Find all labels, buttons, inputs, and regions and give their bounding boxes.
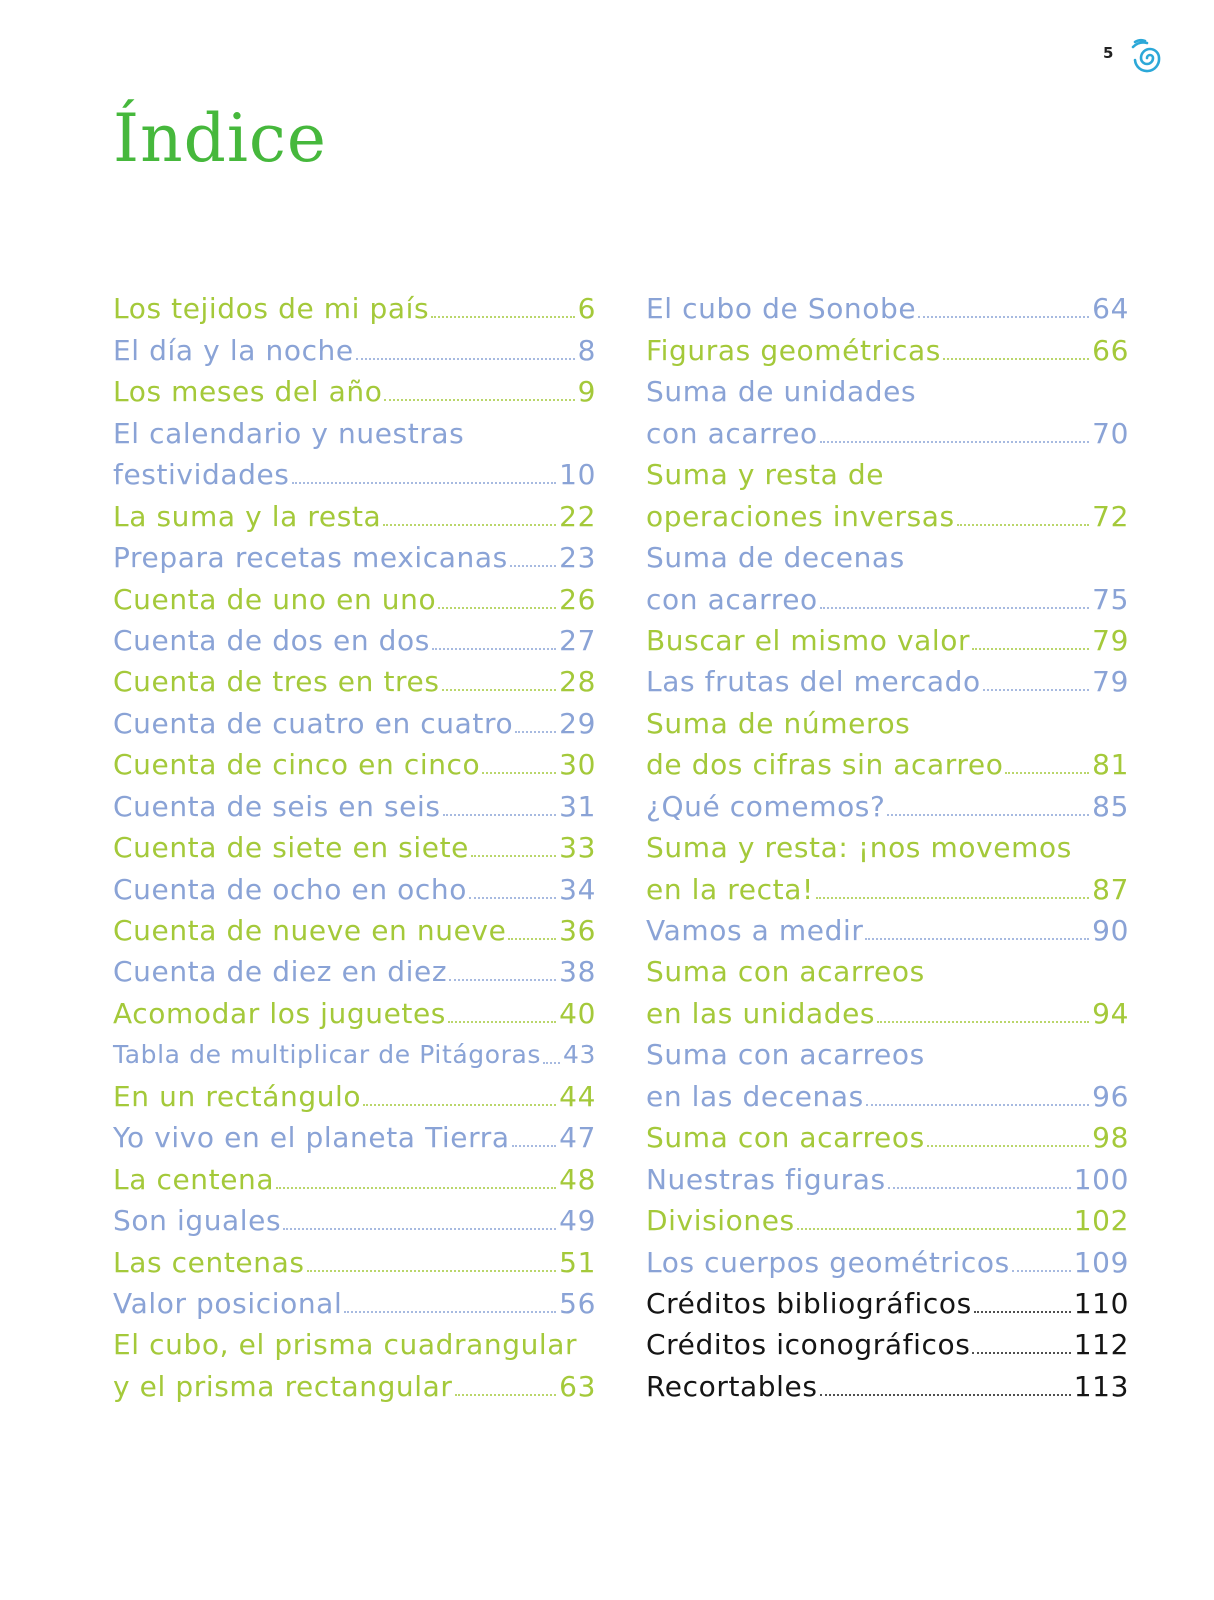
toc-entry-title: ¿Qué comemos? <box>646 789 886 823</box>
toc-entry-title: Cuenta de cinco en cinco <box>113 748 481 782</box>
toc-entry-title: Cuenta de siete en siete <box>113 831 469 865</box>
toc-entry-title: con acarreo <box>646 582 818 616</box>
toc-entry[interactable] <box>113 1362 596 1403</box>
toc-entry-page: 109 <box>1073 1245 1129 1279</box>
toc-entry[interactable] <box>113 368 596 409</box>
toc-entry-page: 72 <box>1092 499 1129 533</box>
toc-entry[interactable] <box>113 699 596 740</box>
toc-entry-title: Los meses del año <box>113 375 383 409</box>
dot-leader <box>432 648 556 650</box>
toc-entry[interactable] <box>646 699 1129 740</box>
dot-leader <box>918 316 1089 318</box>
toc-entry[interactable] <box>646 1114 1129 1155</box>
dot-leader <box>974 1311 1071 1313</box>
dot-leader <box>512 1145 557 1147</box>
toc-entry-title: Cuenta de cuatro en cuatro <box>113 706 514 740</box>
dot-leader <box>292 482 557 484</box>
toc-entry[interactable] <box>113 285 596 326</box>
toc-entry-title: La suma y la resta <box>113 499 382 533</box>
dot-leader <box>927 1145 1089 1147</box>
toc-entry[interactable] <box>113 326 596 367</box>
toc-entry[interactable] <box>646 1031 1129 1072</box>
toc-entry-page: 23 <box>559 541 596 575</box>
dot-leader <box>363 1104 556 1106</box>
toc-entry-page: 112 <box>1073 1328 1129 1362</box>
dot-leader <box>820 1394 1071 1396</box>
toc-entry[interactable] <box>646 989 1129 1030</box>
toc-entry-page: 8 <box>577 333 596 367</box>
dot-leader <box>943 358 1089 360</box>
toc-entry-title: Cuenta de dos en dos <box>113 623 430 657</box>
spiral-logo-icon <box>1130 38 1170 76</box>
toc-entry[interactable] <box>113 1072 596 1113</box>
page-number: 5 <box>1103 44 1114 62</box>
toc-entry-page: 26 <box>559 582 596 616</box>
toc-entry-title: Suma de números <box>646 706 911 740</box>
toc-entry-title: festividades <box>113 458 290 492</box>
toc-entry-page: 64 <box>1092 292 1129 326</box>
toc-entry-title: Figuras geométricas <box>646 333 941 367</box>
dot-leader <box>957 524 1089 526</box>
dot-leader <box>515 731 556 733</box>
toc-entry-title: El calendario y nuestras <box>113 416 465 450</box>
toc-entry-page: 85 <box>1092 789 1129 823</box>
toc-entry[interactable] <box>646 1321 1129 1362</box>
dot-leader <box>816 897 1089 899</box>
toc-entry[interactable] <box>646 617 1129 658</box>
toc-entry[interactable] <box>113 409 596 450</box>
toc-entry-title: Nuestras figuras <box>646 1162 886 1196</box>
toc-entry-title: Créditos bibliográficos <box>646 1286 972 1320</box>
toc-entry[interactable] <box>113 989 596 1030</box>
toc-entry-title: Valor posicional <box>113 1286 343 1320</box>
toc-entry[interactable] <box>646 865 1129 906</box>
toc-entry[interactable] <box>113 492 596 533</box>
dot-leader <box>972 648 1089 650</box>
toc-entry-title: Los tejidos de mi país <box>113 292 430 326</box>
toc-entry[interactable] <box>113 1031 596 1072</box>
dot-leader <box>276 1187 556 1189</box>
toc-entry-title: Cuenta de uno en uno <box>113 582 437 616</box>
toc-entry-title: Suma de unidades <box>646 375 917 409</box>
toc-entry-page: 43 <box>562 1040 596 1070</box>
toc-entry[interactable] <box>113 1114 596 1155</box>
toc-entry-page: 70 <box>1092 416 1129 450</box>
toc-entry-page: 34 <box>559 872 596 906</box>
toc-right-column <box>646 285 1129 1404</box>
toc-entry-page: 22 <box>559 499 596 533</box>
toc-entry[interactable] <box>113 451 596 492</box>
toc-entry-page: 40 <box>559 996 596 1030</box>
dot-leader <box>344 1311 556 1313</box>
toc-entry-page: 96 <box>1092 1079 1129 1113</box>
toc-entry-page: 98 <box>1092 1121 1129 1155</box>
toc-entry-title: Las centenas <box>113 1245 305 1279</box>
toc-entry-page: 81 <box>1092 748 1129 782</box>
toc-entry-title: Los cuerpos geométricos <box>646 1245 1010 1279</box>
toc-entry-title: Suma y resta: ¡nos movemos <box>646 831 1072 865</box>
dot-leader <box>865 938 1089 940</box>
dot-leader <box>442 689 557 691</box>
toc-entry-title: Acomodar los juguetes <box>113 996 447 1030</box>
dot-leader <box>510 565 556 567</box>
dot-leader <box>887 814 1089 816</box>
toc-entry[interactable] <box>113 782 596 823</box>
toc-entry[interactable] <box>646 1197 1129 1238</box>
dot-leader <box>469 897 556 899</box>
toc-entry-page: 102 <box>1073 1204 1129 1238</box>
toc-entry[interactable] <box>646 782 1129 823</box>
toc-entry[interactable] <box>646 907 1129 948</box>
toc-entry[interactable] <box>113 948 596 989</box>
toc-entry[interactable] <box>646 285 1129 326</box>
toc-entry-page: 100 <box>1073 1162 1129 1196</box>
toc-entry-page: 87 <box>1092 872 1129 906</box>
toc-entry-title: Cuenta de ocho en ocho <box>113 872 467 906</box>
toc-entry-title: Suma con acarreos <box>646 1038 925 1072</box>
toc-entry[interactable] <box>646 1280 1129 1321</box>
toc-entry-title: en las unidades <box>646 996 876 1030</box>
dot-leader <box>471 855 556 857</box>
dot-leader <box>449 979 556 981</box>
toc-entry-page: 44 <box>559 1079 596 1113</box>
toc-entry[interactable] <box>113 907 596 948</box>
toc-entry-title: Tabla de multiplicar de Pitágoras <box>113 1040 542 1070</box>
dot-leader <box>482 772 556 774</box>
toc-entry-page: 28 <box>559 665 596 699</box>
toc-entry-page: 79 <box>1092 623 1129 657</box>
toc-entry[interactable] <box>646 948 1129 989</box>
toc-entry[interactable] <box>646 575 1129 616</box>
page-title: Índice <box>113 100 327 177</box>
toc-entry-page: 66 <box>1092 333 1129 367</box>
toc-entry[interactable] <box>646 492 1129 533</box>
toc-entry[interactable] <box>113 1197 596 1238</box>
toc-entry[interactable] <box>113 617 596 658</box>
dot-leader <box>888 1187 1071 1189</box>
toc-entry[interactable] <box>646 451 1129 492</box>
toc-entry-page: 9 <box>577 375 596 409</box>
dot-leader <box>820 441 1089 443</box>
toc-entry-title: Divisiones <box>646 1204 795 1238</box>
toc-entry-title: en las decenas <box>646 1079 864 1113</box>
toc-entry-page: 47 <box>559 1121 596 1155</box>
toc-entry-page: 27 <box>559 623 596 657</box>
toc-entry-page: 110 <box>1073 1286 1129 1320</box>
toc-entry-title: Suma con acarreos <box>646 955 925 989</box>
dot-leader <box>443 814 557 816</box>
dot-leader <box>1005 772 1089 774</box>
toc-entry-title: En un rectángulo <box>113 1079 362 1113</box>
toc-entry[interactable] <box>113 534 596 575</box>
dot-leader <box>383 524 556 526</box>
toc-entry[interactable] <box>113 741 596 782</box>
dot-leader <box>431 316 574 318</box>
toc-entry-page: 90 <box>1092 914 1129 947</box>
toc-entry-title: Suma con acarreos <box>646 1121 925 1155</box>
dot-leader <box>455 1394 557 1396</box>
toc-entry-title: y el prisma rectangular <box>113 1369 453 1403</box>
toc-entry[interactable] <box>113 575 596 616</box>
toc-entry-page: 6 <box>577 292 596 326</box>
toc-entry-page: 38 <box>559 955 596 989</box>
toc-entry[interactable] <box>113 865 596 906</box>
toc-entry-title: Buscar el mismo valor <box>646 623 971 657</box>
toc-entry[interactable] <box>646 1238 1129 1279</box>
dot-leader <box>1012 1270 1071 1272</box>
toc-entry-title: operaciones inversas <box>646 499 955 533</box>
toc-entry[interactable] <box>646 1072 1129 1113</box>
toc-entry-title: El cubo de Sonobe <box>646 292 917 326</box>
dot-leader <box>820 607 1089 609</box>
toc-entry-page: 30 <box>559 748 596 782</box>
toc-entry-title: El día y la noche <box>113 333 354 367</box>
toc-entry[interactable] <box>113 1321 596 1362</box>
toc-entry-title: de dos cifras sin acarreo <box>646 748 1004 782</box>
toc-entry-page: 79 <box>1092 665 1129 699</box>
toc-entry[interactable] <box>646 368 1129 409</box>
toc-entry-title: El cubo, el prisma cuadrangular <box>113 1328 578 1362</box>
dot-leader <box>797 1228 1071 1230</box>
toc-entry-title: Cuenta de nueve en nueve <box>113 914 507 947</box>
dot-leader <box>438 607 556 609</box>
toc-entry-title: Cuenta de diez en diez <box>113 955 448 989</box>
toc-entry[interactable] <box>113 1280 596 1321</box>
toc-entry[interactable] <box>646 1155 1129 1196</box>
dot-leader <box>283 1228 556 1230</box>
toc-entry[interactable] <box>113 824 596 865</box>
toc-entry-page: 31 <box>559 789 596 823</box>
toc-entry-page: 48 <box>559 1162 596 1196</box>
toc-entry-title: en la recta! <box>646 872 814 906</box>
toc-entry-page: 49 <box>559 1204 596 1238</box>
toc-entry[interactable] <box>646 824 1129 865</box>
dot-leader <box>508 938 556 940</box>
dot-leader <box>972 1352 1070 1354</box>
toc-entry[interactable] <box>646 534 1129 575</box>
toc-entry[interactable] <box>113 1238 596 1279</box>
dot-leader <box>543 1062 560 1064</box>
toc-entry-page: 51 <box>559 1245 596 1279</box>
toc-entry-page: 75 <box>1092 582 1129 616</box>
dot-leader <box>384 399 574 401</box>
toc-entry[interactable] <box>113 658 596 699</box>
toc-entry-title: Créditos iconográficos <box>646 1328 971 1362</box>
dot-leader <box>307 1270 557 1272</box>
toc-left-column <box>113 285 596 1404</box>
toc-entry-title: Yo vivo en el planeta Tierra <box>113 1121 510 1155</box>
toc-entry-title: La centena <box>113 1162 275 1196</box>
toc-entry-page: 56 <box>559 1286 596 1320</box>
toc-entry-page: 63 <box>559 1369 596 1403</box>
toc-entry[interactable] <box>646 1362 1129 1403</box>
toc-entry[interactable] <box>646 326 1129 367</box>
toc-entry-title: Prepara recetas mexicanas <box>113 541 508 575</box>
toc-entry-title: Cuenta de tres en tres <box>113 665 440 699</box>
dot-leader <box>983 689 1089 691</box>
dot-leader <box>866 1104 1089 1106</box>
toc-entry[interactable] <box>646 409 1129 450</box>
toc-entry[interactable] <box>646 741 1129 782</box>
toc-entry-page: 33 <box>559 831 596 865</box>
toc-entry-title: Las frutas del mercado <box>646 665 981 699</box>
toc-entry-page: 94 <box>1092 996 1129 1030</box>
dot-leader <box>356 358 575 360</box>
toc-entry-title: Recortables <box>646 1369 818 1403</box>
toc-entry[interactable] <box>646 658 1129 699</box>
toc-entry[interactable] <box>113 1155 596 1196</box>
toc-entry-title: Cuenta de seis en seis <box>113 789 441 823</box>
toc-entry-title: Son iguales <box>113 1204 282 1238</box>
dot-leader <box>448 1021 556 1023</box>
dot-leader <box>877 1021 1089 1023</box>
toc-entry-page: 36 <box>559 914 596 947</box>
toc-entry-page: 10 <box>559 458 596 492</box>
toc-entry-page: 113 <box>1073 1369 1129 1403</box>
toc-entry-title: Vamos a medir <box>646 914 864 947</box>
toc-entry-page: 29 <box>559 706 596 740</box>
toc-entry-title: Suma de decenas <box>646 541 905 575</box>
toc-entry-title: Suma y resta de <box>646 458 885 492</box>
toc-entry-title: con acarreo <box>646 416 818 450</box>
